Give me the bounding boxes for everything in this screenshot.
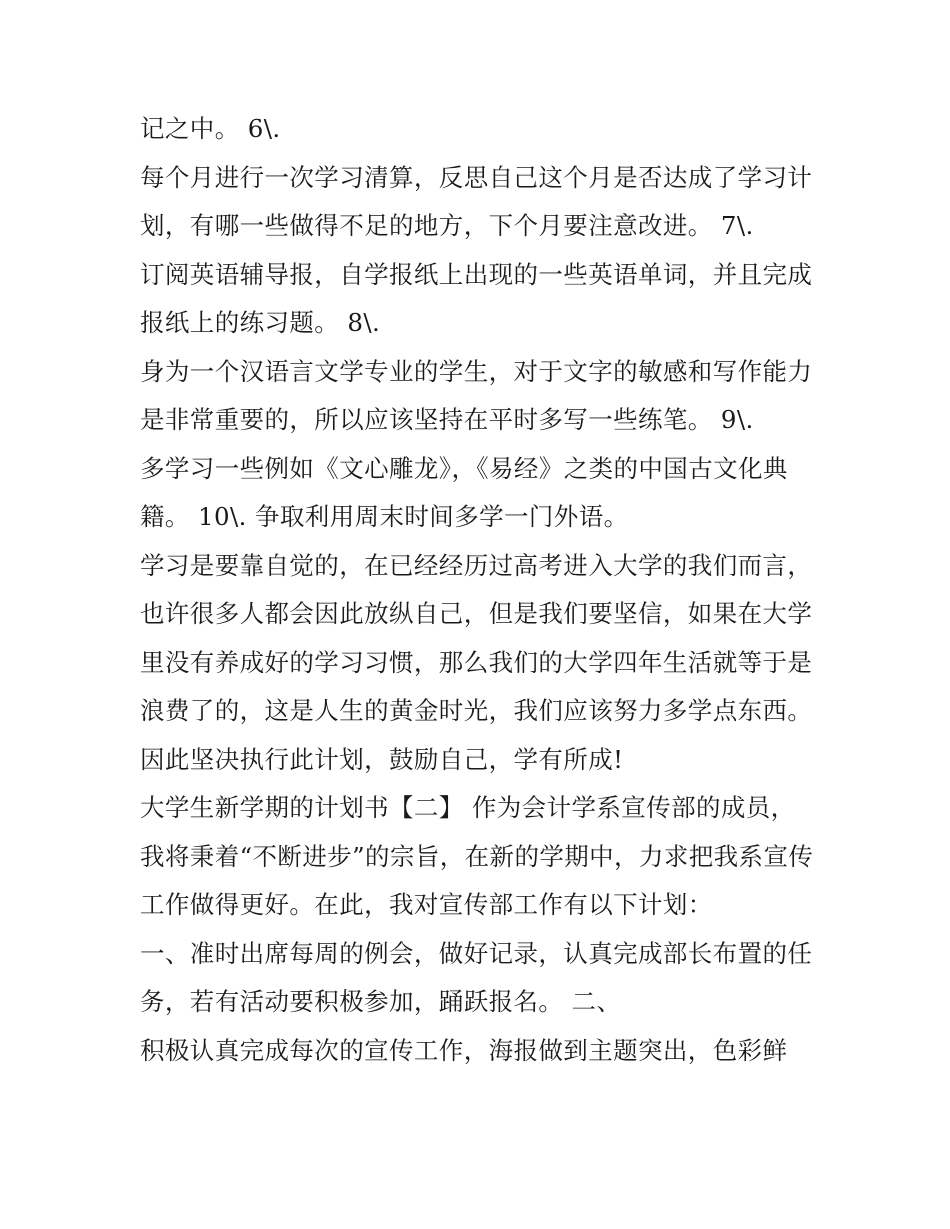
text-line: 浪费了的，这是人生的黄金时光，我们应该努力多学点东西。 bbox=[140, 696, 813, 725]
text-line: 订阅英语辅导报，自学报纸上出现的一些英语单词，并且完成 bbox=[140, 259, 813, 289]
text-line: 也许很多人都会因此放纵自己，但是我们要坚信，如果在大学 bbox=[140, 599, 813, 628]
text-line: 因此坚决执行此计划，鼓励自己，学有所成! bbox=[140, 744, 624, 774]
text-line: 大学生新学期的计划书【二】 作为会计学系宣传部的成员， bbox=[140, 793, 796, 822]
text-line: 我将秉着“不断进步”的宗旨，在新的学期中，力求把我系宣传 bbox=[140, 841, 814, 871]
text-line: 积极认真完成每次的宣传工作，海报做到主题突出，色彩鲜 bbox=[140, 1035, 788, 1065]
body-text bbox=[140, 105, 830, 1075]
text-line: 划，有哪一些做得不足的地方，下个月要注意改进。 7\. bbox=[140, 211, 754, 240]
text-line: 工作做得更好。在此，我对宣传部工作有以下计划： bbox=[140, 890, 713, 919]
text-line: 每个月进行一次学习清算，反思自己这个月是否达成了学习计 bbox=[140, 162, 813, 192]
text-line: 记之中。 6\. bbox=[140, 114, 281, 143]
text-line: 学习是要靠自觉的，在已经经历过高考进入大学的我们而言， bbox=[140, 550, 813, 580]
text-line: 身为一个汉语言文学专业的学生，对于文字的敏感和写作能力 bbox=[140, 356, 813, 386]
text-line: 多学习一些例如《文心雕龙》，《易经》之类的中国古文化典 bbox=[140, 453, 788, 483]
text-line: 报纸上的练习题。 8\. bbox=[140, 308, 381, 337]
text-line: 籍。 10\. 争取利用周末时间多学一门外语。 bbox=[140, 502, 629, 531]
text-line: 是非常重要的，所以应该坚持在平时多写一些练笔。 9\. bbox=[140, 405, 754, 434]
text-line: 里没有养成好的学习习惯，那么我们的大学四年生活就等于是 bbox=[140, 647, 813, 677]
text-line: 务，若有活动要积极参加，踊跃报名。 二、 bbox=[140, 987, 622, 1016]
text-line: 一、准时出席每周的例会，做好记录，认真完成部长布置的任 bbox=[140, 938, 813, 968]
